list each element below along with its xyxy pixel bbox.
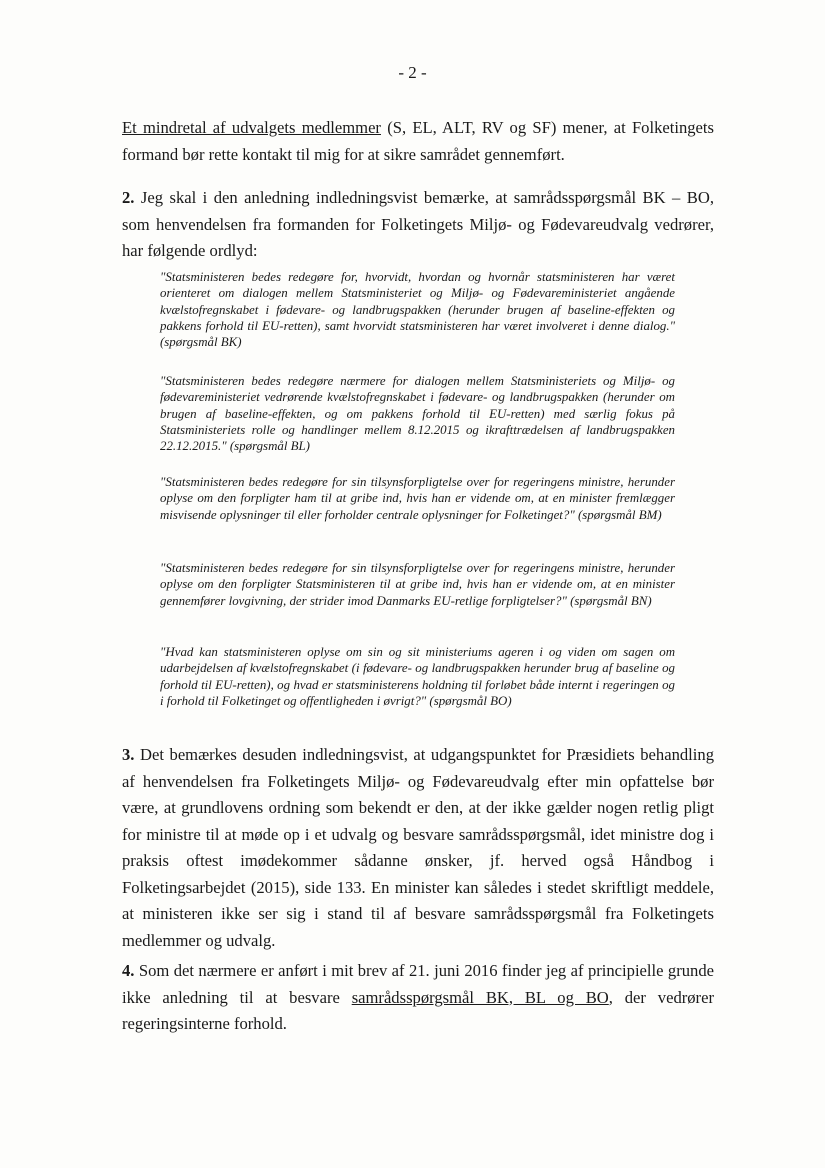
underlined-phrase: Et mindretal af udvalgets medlemmer (122, 118, 381, 137)
paragraph-3 (122, 742, 714, 954)
quote-question-bm: "Statsministeren bedes redegøre for sin tilsynsforpligtelse over for regeringens ministre, herunder oplyse om den forpligter ham til at gribe ind, hvis han er vidende om, at en minister fremlægger misvisende oplysninger til eller forholder centrale oplysninger for Folketinget?" (spørgsmål BM) (160, 475, 675, 522)
paragraph-text: , der vedrører regeringsinterne forhold. (122, 987, 714, 1033)
page-number: - 2 - (398, 63, 427, 82)
paragraph-text: Det bemærkes desuden indledningsvist, at udgangspunktet for Præsidiets behandling af henvendelsen fra Folketingets Miljø- og Fødevareudvalg efter min opfattelse bør være, at grundlovens ordning som bekendt er den, at der ikke gælder nogen retlig pligt for ministre til at møde op i et udvalg og besvare samrådsspørgsmål, idet ministre dog i praksis oftest imødekommer sådanne ønsker, jf. herved også Håndbog i Folketingsarbejdet (2015), side 133. En minister kan således i stedet skriftligt meddele, at ministeren ikke ser sig i stand til af besvare samrådsspørgsmål fra Folketingets medlemmer og udvalg. (122, 745, 714, 950)
underlined-phrase: samrådsspørgsmål BK, BL og BO (351, 987, 609, 1007)
paragraph-2 (122, 185, 714, 265)
paragraph-text: Som det nærmere er anført i mit brev af 21. juni 2016 finder jeg af principielle grunde ikke anledning til at besvare (122, 961, 714, 1007)
paragraph-4 (122, 958, 714, 1038)
paragraph-number: 2. (122, 188, 135, 207)
paragraph-text: (S, EL, ALT, RV og SF) mener, at Folketingets formand bør rette kontakt til mig for at sikre samrådet gennemført. (122, 118, 714, 164)
quote-question-bn: "Statsministeren bedes redegøre for sin tilsynsforpligtelse over for regeringens ministre, herunder oplyse om den forpligter Statsministeren til at gribe ind, hvis han er vidende om, at en minister gennemfører lovgivning, der strider imod Danmarks EU-retlige forpligtelser?" (spørgsmål BN) (160, 561, 675, 608)
paragraph-number: 3. (122, 745, 135, 764)
quote-question-bo: "Hvad kan statsministeren oplyse om sin og sit ministeriums ageren i og viden om sagen om udarbejdelsen af kvælstofregnskabet (i fødevare- og landbrugspakken herunder brug af baseline og forhold til EU-retten), og hvad er statsministerens holdning til forløbet både internt i regeringen og i forhold til Folketinget og offentligheden i øvrigt?" (spørgsmål BO) (160, 645, 675, 708)
paragraph-number: 4. (122, 961, 135, 980)
paragraph-minority-opinion (122, 115, 714, 168)
quote-question-bl: "Statsministeren bedes redegøre nærmere for dialogen mellem Statsministeriets og Miljø- og fødevareministeriet vedrørende kvælstofregnskabet i fødevare- og landbrugspakken (herunder om brugen af baseline-effekten, og om pakkens forhold til EU-retten) med særlig fokus på Statsministeriets rolle og handlinger mellem 8.12.2015 og ikrafttrædelsen af landbrugspakken 22.12.2015." (spørgsmål BL) (160, 374, 675, 454)
quote-question-bk: "Statsministeren bedes redegøre for, hvorvidt, hvordan og hvornår statsministeren har været orienteret om dialogen mellem Statsministeriet og Miljø- og Fødevareministeriet angående kvælstofregnskabet i fødevare- og landbrugspakken (herunder brugen af baseline-effekten og pakkens forhold til EU-retten), samt hvorvidt statsministeren har været involveret i denne dialog." (spørgsmål BK) (160, 270, 675, 350)
paragraph-text: Jeg skal i den anledning indledningsvist bemærke, at samrådsspørgsmål BK – BO, som henvendelsen fra formanden for Folketingets Miljø- og Fødevareudvalg vedrører, har følgende ordlyd: (122, 188, 714, 260)
